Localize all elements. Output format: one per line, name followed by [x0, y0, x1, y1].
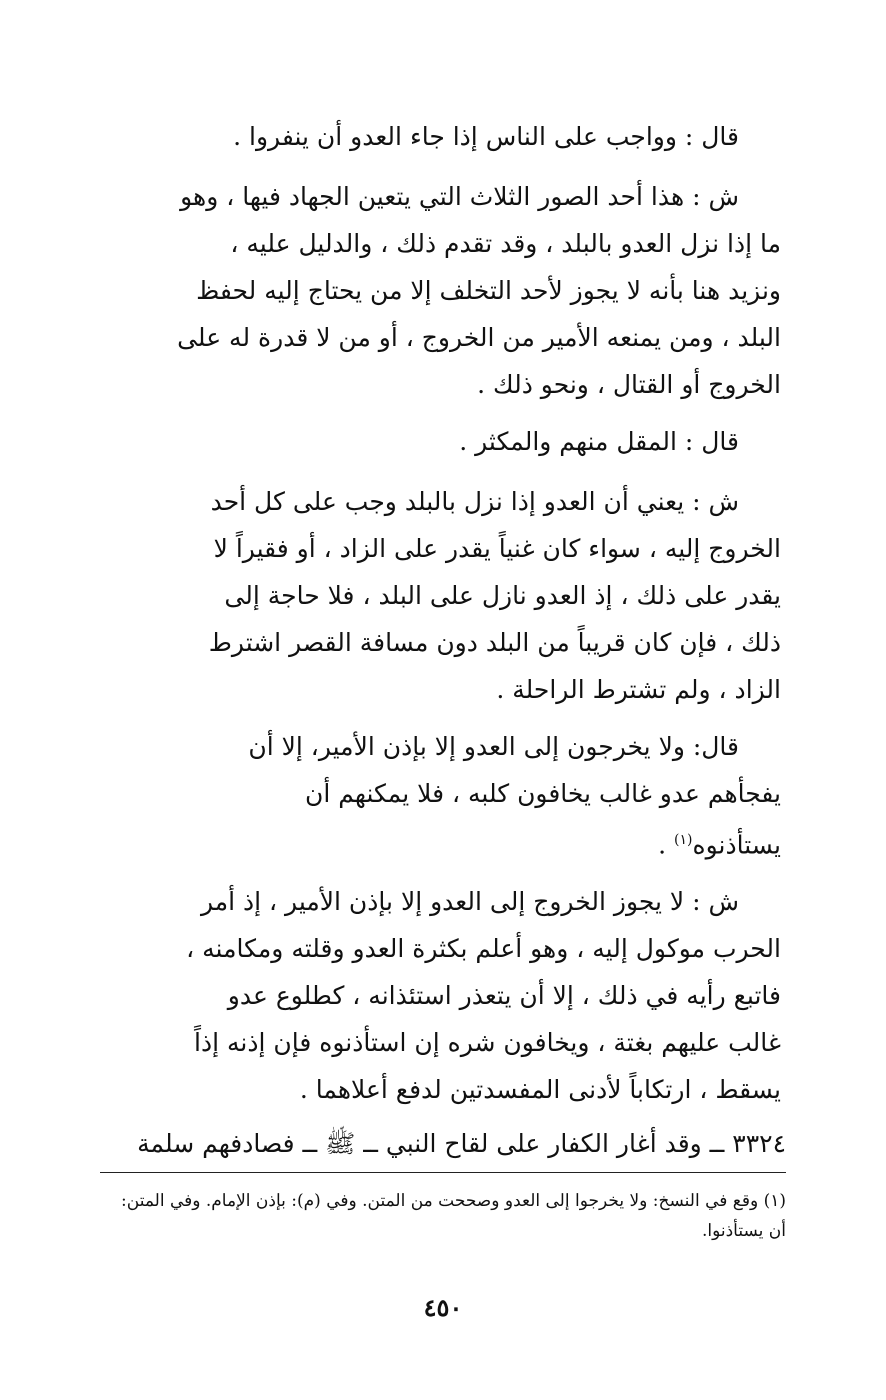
text-line: الخروج إليه ، سواء كان غنياً يقدر على الزاد ، أو فقيراً لا — [213, 534, 781, 563]
text-line: يسقط ، ارتكاباً لأدنى المفسدتين لدفع أعلاهما . — [299, 1075, 781, 1104]
text-line: فاتبع رأيه في ذلك ، إلا أن يتعذر استئذانه ، كطلوع عدو — [227, 981, 781, 1010]
text-line: يفجأهم عدو غالب يخافون كلبه ، فلا يمكنهم أن — [305, 779, 781, 808]
text-line: ذلك ، فإن كان قريباً من البلد دون مسافة القصر اشترط — [208, 628, 781, 657]
text-line: البلد ، ومن يمنعه الأمير من الخروج ، أو من لا قدرة له على — [177, 323, 781, 352]
text-line: الخروج أو القتال ، ونحو ذلك . — [477, 370, 781, 399]
footnote-line: (١) وقع في النسخ: ولا يخرجوا إلى العدو وصححت من المتن. وفي (م): بإذن الإمام. وفي المتن: — [121, 1191, 786, 1211]
text-line: ش : لا يجوز الخروج إلى العدو إلا بإذن الأمير ، إذ أمر — [200, 887, 739, 916]
text-line: ش : هذا أحد الصور الثلاث التي يتعين الجهاد فيها ، وهو — [180, 182, 739, 211]
footnotes — [100, 1186, 786, 1246]
text-line: قال: ولا يخرجون إلى العدو إلا بإذن الأمير، إلا أن — [248, 732, 739, 761]
text-line: الزاد ، ولم تشترط الراحلة . — [496, 675, 781, 704]
text-line: ونزيد هنا بأنه لا يجوز لأحد التخلف إلا من يحتاج إليه لحفظ — [196, 276, 781, 305]
paragraph-1 — [100, 113, 781, 160]
text-line: غالب عليهم بغتة ، ويخافون شره إن استأذنوه فإن إذنه إذاً — [194, 1028, 781, 1057]
footnote-divider — [100, 1172, 786, 1173]
text-line — [100, 817, 781, 864]
footnote-line: أن يستأذنوا. — [701, 1221, 786, 1241]
text-line: قال : وواجب على الناس إذا جاء العدو أن ينفروا . — [233, 122, 739, 151]
paragraph-2 — [100, 173, 781, 408]
footnote-marker[interactable]: (١) — [674, 832, 693, 848]
paragraph-6 — [100, 878, 781, 1113]
hadith-line: ٣٣٢٤ ــ وقد أغار الكفار على لقاح النبي ــ ﷺ ــ فصادفهم سلمة — [137, 1129, 786, 1158]
text-line-tail: . — [658, 830, 674, 860]
text-line: الحرب موكول إليه ، وهو أعلم بكثرة العدو وقلته ومكامنه ، — [186, 934, 781, 963]
text-line: يقدر على ذلك ، إذ العدو نازل على البلد ، فلا حاجة إلى — [224, 581, 781, 610]
hadith-paragraph — [95, 1120, 786, 1167]
paragraph-5 — [100, 723, 781, 864]
text-line: ما إذا نزل العدو بالبلد ، وقد تقدم ذلك ، والدليل عليه ، — [230, 229, 781, 258]
text-line-part: يستأذنوه — [692, 830, 781, 860]
paragraph-4 — [100, 478, 781, 713]
text-line: ش : يعني أن العدو إذا نزل بالبلد وجب على كل أحد — [210, 487, 739, 516]
paragraph-3 — [100, 418, 781, 465]
text-line: قال : المقل منهم والمكثر . — [459, 427, 739, 456]
page-number: ٤٥٠ — [423, 1293, 463, 1322]
